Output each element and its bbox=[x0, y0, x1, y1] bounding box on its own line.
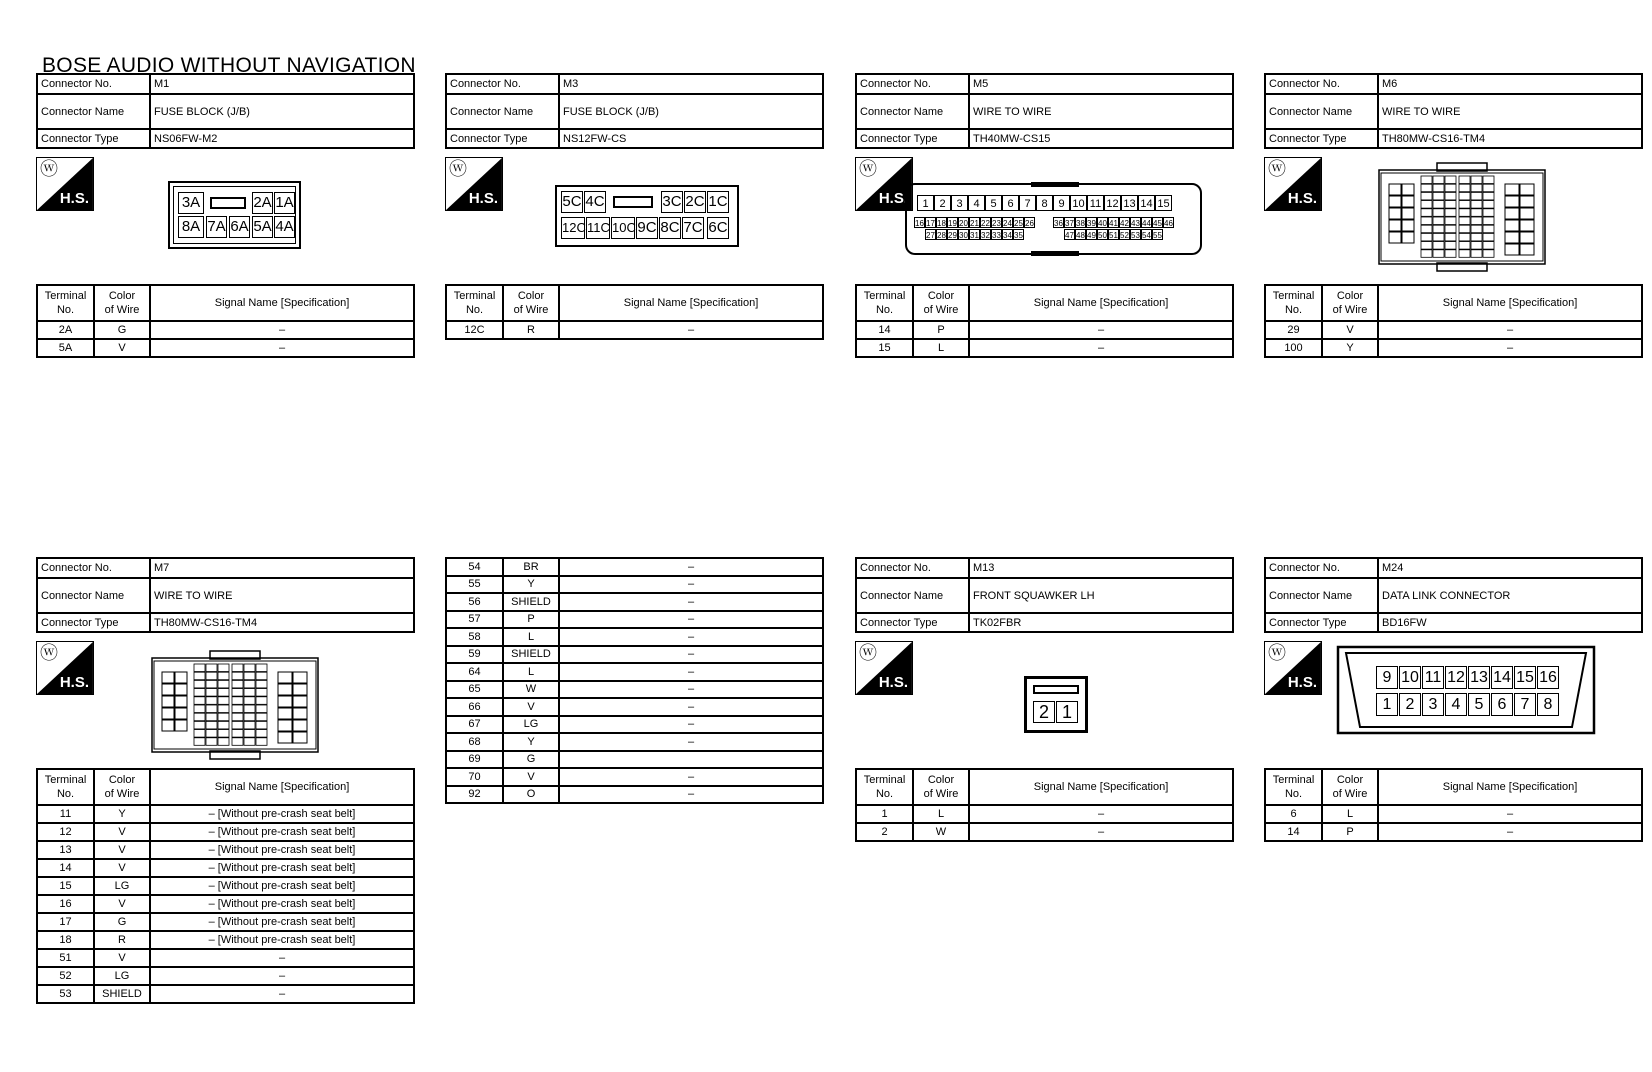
pin-1c: 1C bbox=[707, 191, 729, 213]
connector-type-label: Connector Type bbox=[446, 129, 559, 148]
pin-16: 16 bbox=[915, 219, 924, 228]
hand-icon: ⓦ bbox=[40, 643, 58, 663]
lock-tab bbox=[1033, 685, 1079, 694]
pin-46: 46 bbox=[1164, 219, 1173, 228]
connector-type-label: Connector Type bbox=[856, 129, 969, 148]
table-row: 18 R – [Without pre-crash seat belt] bbox=[37, 931, 414, 949]
hand-icon: ⓦ bbox=[859, 159, 877, 179]
table-row: 100 Y – bbox=[1265, 339, 1642, 357]
pin-44: 44 bbox=[1142, 219, 1151, 228]
terminal-table bbox=[855, 284, 1234, 358]
terminal-header: Terminal No. bbox=[37, 769, 94, 805]
table-row: 14 P – bbox=[1265, 823, 1642, 841]
connector-name-value: WIRE TO WIRE bbox=[969, 94, 1233, 129]
table-row: 70 V – bbox=[446, 768, 823, 786]
pin-8: 8 bbox=[1036, 195, 1053, 211]
pin-1a: 1A bbox=[274, 192, 295, 214]
connector-type-label: Connector Type bbox=[37, 129, 150, 148]
pin-8c: 8C bbox=[659, 217, 681, 239]
table-row: 15 LG – [Without pre-crash seat belt] bbox=[37, 877, 414, 895]
color-header: Color of Wire bbox=[503, 285, 559, 321]
table-row: 29 V – bbox=[1265, 321, 1642, 339]
connector-face-m3 bbox=[555, 185, 739, 247]
terminal-header: Terminal No. bbox=[1265, 285, 1322, 321]
connector-info-table bbox=[36, 557, 415, 633]
table-row: 2A G – bbox=[37, 321, 414, 339]
terminal-table bbox=[855, 768, 1234, 842]
hs-label: H.S. bbox=[878, 674, 908, 691]
table-row: 66 V – bbox=[446, 698, 823, 716]
signal-header: Signal Name [Specification] bbox=[150, 769, 414, 805]
signal-header: Signal Name [Specification] bbox=[969, 285, 1233, 321]
hs-label: H.S. bbox=[1287, 190, 1317, 207]
pin-13: 13 bbox=[1121, 195, 1138, 211]
connector-no-label: Connector No. bbox=[856, 74, 969, 94]
pin-5a: 5A bbox=[252, 216, 273, 238]
pin-50: 50 bbox=[1098, 231, 1107, 240]
pin-14: 14 bbox=[1138, 195, 1155, 211]
table-row: 55 Y – bbox=[446, 576, 823, 594]
terminal-header: Terminal No. bbox=[1265, 769, 1322, 805]
table-row: 12 V – [Without pre-crash seat belt] bbox=[37, 823, 414, 841]
connector-type-label: Connector Type bbox=[1265, 129, 1378, 148]
harness-side-icon bbox=[855, 641, 913, 695]
table-row: 51 V – bbox=[37, 949, 414, 967]
connector-type-value: BD16FW bbox=[1378, 613, 1642, 632]
connector-block-m7-continued bbox=[445, 557, 824, 804]
connector-name-value: FRONT SQUAWKER LH bbox=[969, 578, 1233, 613]
connector-type-label: Connector Type bbox=[37, 613, 150, 632]
table-row: 11 Y – [Without pre-crash seat belt] bbox=[37, 805, 414, 823]
pin-2: 2 bbox=[934, 195, 951, 211]
table-row: 57 P – bbox=[446, 611, 823, 629]
pin-9: 9 bbox=[1053, 195, 1070, 211]
connector-name-value: WIRE TO WIRE bbox=[150, 578, 414, 613]
connector-no-label: Connector No. bbox=[1265, 74, 1378, 94]
pin-1: 1 bbox=[1056, 701, 1078, 723]
pin-6a: 6A bbox=[229, 216, 250, 238]
pin-6: 6 bbox=[1002, 195, 1019, 211]
table-row: 16 V – [Without pre-crash seat belt] bbox=[37, 895, 414, 913]
table-row: 15 L – bbox=[856, 339, 1233, 357]
pin-11c: 11C bbox=[586, 217, 610, 239]
connector-type-value: TH40MW-CS15 bbox=[969, 129, 1233, 148]
connector-type-label: Connector Type bbox=[856, 613, 969, 632]
connector-no-label: Connector No. bbox=[856, 558, 969, 578]
pin-3a: 3A bbox=[178, 192, 204, 214]
connector-block-m13 bbox=[855, 557, 1234, 842]
pin-3: 3 bbox=[951, 195, 968, 211]
connector-face-m5 bbox=[905, 183, 1202, 255]
page-title: BOSE AUDIO WITHOUT NAVIGATION bbox=[42, 54, 416, 77]
pin-52: 52 bbox=[1120, 231, 1129, 240]
table-row: 12C R – bbox=[446, 321, 823, 339]
table-row: 67 LG – bbox=[446, 716, 823, 734]
connector-no-value: M13 bbox=[969, 558, 1233, 578]
connector-type-value: TH80MW-CS16-TM4 bbox=[150, 613, 414, 632]
pin-8a: 8A bbox=[178, 216, 204, 238]
pin-49: 49 bbox=[1087, 231, 1096, 240]
terminal-table bbox=[36, 284, 415, 358]
pin-15: 15 bbox=[1155, 195, 1172, 211]
pin-2: 2 bbox=[1399, 693, 1421, 716]
pin-3: 3 bbox=[1422, 693, 1444, 716]
connector-info-table bbox=[1264, 557, 1643, 633]
connector-type-value: NS06FW-M2 bbox=[150, 129, 414, 148]
pin-30: 30 bbox=[959, 231, 968, 240]
harness-side-icon bbox=[445, 157, 503, 211]
connector-face-m6 bbox=[1377, 162, 1547, 272]
pin-9: 9 bbox=[1376, 666, 1398, 689]
pin-35: 35 bbox=[1014, 231, 1023, 240]
connector-info-table bbox=[855, 557, 1234, 633]
hand-icon: ⓦ bbox=[1268, 643, 1286, 663]
pin-29: 29 bbox=[948, 231, 957, 240]
terminal-header: Terminal No. bbox=[856, 285, 913, 321]
pin-32: 32 bbox=[981, 231, 990, 240]
connector-name-label: Connector Name bbox=[1265, 578, 1378, 613]
hand-icon: ⓦ bbox=[1268, 159, 1286, 179]
connector-no-value: M5 bbox=[969, 74, 1233, 94]
pin-4c: 4C bbox=[584, 191, 606, 213]
pin-43: 43 bbox=[1131, 219, 1140, 228]
table-row: 14 P – bbox=[856, 321, 1233, 339]
pin-2a: 2A bbox=[252, 192, 273, 214]
connector-no-label: Connector No. bbox=[446, 74, 559, 94]
terminal-table-continued bbox=[445, 557, 824, 804]
harness-side-icon bbox=[36, 641, 94, 695]
pin-10c: 10C bbox=[611, 217, 635, 239]
table-row: 68 Y – bbox=[446, 733, 823, 751]
hs-label: H.S. bbox=[1287, 674, 1317, 691]
hs-label: H.S. bbox=[59, 674, 89, 691]
table-row: 59 SHIELD – bbox=[446, 646, 823, 664]
table-row: 6 L – bbox=[1265, 805, 1642, 823]
pin-41: 41 bbox=[1109, 219, 1118, 228]
connector-info-table bbox=[1264, 73, 1643, 149]
table-row: 58 L – bbox=[446, 628, 823, 646]
pin-18: 18 bbox=[937, 219, 946, 228]
terminal-header: Terminal No. bbox=[856, 769, 913, 805]
table-row: 65 W – bbox=[446, 681, 823, 699]
terminal-table bbox=[1264, 284, 1643, 358]
color-header: Color of Wire bbox=[1322, 285, 1378, 321]
terminal-header: Terminal No. bbox=[37, 285, 94, 321]
pin-2c: 2C bbox=[684, 191, 706, 213]
connector-face-m7 bbox=[150, 650, 320, 760]
color-header: Color of Wire bbox=[94, 285, 150, 321]
harness-side-icon bbox=[1264, 157, 1322, 211]
pin-2: 2 bbox=[1033, 701, 1055, 723]
pin-11: 11 bbox=[1087, 195, 1104, 211]
connector-no-value: M6 bbox=[1378, 74, 1642, 94]
pin-12: 12 bbox=[1445, 666, 1467, 689]
color-header: Color of Wire bbox=[1322, 769, 1378, 805]
connector-face-m13 bbox=[1024, 676, 1088, 733]
table-row: 92 O – bbox=[446, 786, 823, 804]
table-row: 13 V – [Without pre-crash seat belt] bbox=[37, 841, 414, 859]
connector-name-label: Connector Name bbox=[856, 578, 969, 613]
connector-info-table bbox=[36, 73, 415, 149]
pin-27: 27 bbox=[926, 231, 935, 240]
table-row: 69 G bbox=[446, 751, 823, 769]
signal-header: Signal Name [Specification] bbox=[150, 285, 414, 321]
pin-51: 51 bbox=[1109, 231, 1118, 240]
connector-block-m6 bbox=[1264, 73, 1643, 358]
connector-no-label: Connector No. bbox=[37, 74, 150, 94]
signal-header: Signal Name [Specification] bbox=[969, 769, 1233, 805]
pin-54: 54 bbox=[1142, 231, 1151, 240]
color-header: Color of Wire bbox=[94, 769, 150, 805]
pin-10: 10 bbox=[1070, 195, 1087, 211]
connector-no-label: Connector No. bbox=[1265, 558, 1378, 578]
pin-4: 4 bbox=[1445, 693, 1467, 716]
hand-icon: ⓦ bbox=[859, 643, 877, 663]
connector-no-value: M3 bbox=[559, 74, 823, 94]
connector-diagram bbox=[1264, 149, 1643, 284]
connector-name-label: Connector Name bbox=[37, 94, 150, 129]
pin-6c: 6C bbox=[707, 217, 729, 239]
pin-7: 7 bbox=[1019, 195, 1036, 211]
connector-block-m24 bbox=[1264, 557, 1643, 842]
pin-28: 28 bbox=[937, 231, 946, 240]
pin-14: 14 bbox=[1491, 666, 1513, 689]
pin-7a: 7A bbox=[206, 216, 227, 238]
connector-no-value: M24 bbox=[1378, 558, 1642, 578]
pin-6: 6 bbox=[1491, 693, 1513, 716]
harness-side-icon bbox=[1264, 641, 1322, 695]
pin-24: 24 bbox=[1003, 219, 1012, 228]
pin-45: 45 bbox=[1153, 219, 1162, 228]
connector-diagram bbox=[1264, 633, 1643, 768]
pin-4a: 4A bbox=[274, 216, 295, 238]
pin-31: 31 bbox=[970, 231, 979, 240]
pin-7: 7 bbox=[1514, 693, 1536, 716]
signal-header: Signal Name [Specification] bbox=[559, 285, 823, 321]
table-row: 17 G – [Without pre-crash seat belt] bbox=[37, 913, 414, 931]
harness-side-icon bbox=[36, 157, 94, 211]
connector-info-table bbox=[855, 73, 1234, 149]
pin-20: 20 bbox=[959, 219, 968, 228]
pin-12c: 12C bbox=[561, 217, 585, 239]
pin-36: 36 bbox=[1054, 219, 1063, 228]
connector-name-label: Connector Name bbox=[1265, 94, 1378, 129]
table-row: 2 W – bbox=[856, 823, 1233, 841]
pin-1: 1 bbox=[917, 195, 934, 211]
connector-type-value: NS12FW-CS bbox=[559, 129, 823, 148]
pin-22: 22 bbox=[981, 219, 990, 228]
pin-17: 17 bbox=[926, 219, 935, 228]
pin-8: 8 bbox=[1537, 693, 1559, 716]
pin-48: 48 bbox=[1076, 231, 1085, 240]
table-row: 1 L – bbox=[856, 805, 1233, 823]
hs-label: H.S. bbox=[878, 190, 908, 207]
pin-37: 37 bbox=[1065, 219, 1074, 228]
pin-33: 33 bbox=[992, 231, 1001, 240]
pin-23: 23 bbox=[992, 219, 1001, 228]
pin-21: 21 bbox=[970, 219, 979, 228]
connector-diagram bbox=[36, 149, 415, 284]
table-row: 5A V – bbox=[37, 339, 414, 357]
connector-name-label: Connector Name bbox=[856, 94, 969, 129]
connector-type-value: TK02FBR bbox=[969, 613, 1233, 632]
connector-info-table bbox=[445, 73, 824, 149]
pin-42: 42 bbox=[1120, 219, 1129, 228]
pin-55: 55 bbox=[1153, 231, 1162, 240]
pin-3c: 3C bbox=[661, 191, 683, 213]
table-row: 54 BR – bbox=[446, 558, 823, 576]
pin-47: 47 bbox=[1065, 231, 1074, 240]
pin-grid bbox=[1376, 666, 1566, 718]
pin-9c: 9C bbox=[636, 217, 658, 239]
pin-34: 34 bbox=[1003, 231, 1012, 240]
table-row: 64 L – bbox=[446, 663, 823, 681]
pin-5: 5 bbox=[1468, 693, 1490, 716]
connector-name-value: WIRE TO WIRE bbox=[1378, 94, 1642, 129]
pin-15: 15 bbox=[1514, 666, 1536, 689]
terminal-table bbox=[445, 284, 824, 340]
connector-no-label: Connector No. bbox=[37, 558, 150, 578]
table-row: 14 V – [Without pre-crash seat belt] bbox=[37, 859, 414, 877]
table-row: 53 SHIELD – bbox=[37, 985, 414, 1003]
pin-16: 16 bbox=[1537, 666, 1559, 689]
connector-name-value: FUSE BLOCK (J/B) bbox=[559, 94, 823, 129]
connector-diagram bbox=[445, 149, 824, 284]
table-row: 52 LG – bbox=[37, 967, 414, 985]
pin-11: 11 bbox=[1422, 666, 1444, 689]
connector-no-value: M1 bbox=[150, 74, 414, 94]
table-row: 56 SHIELD – bbox=[446, 593, 823, 611]
pin-25: 25 bbox=[1014, 219, 1023, 228]
hs-label: H.S. bbox=[468, 190, 498, 207]
signal-header: Signal Name [Specification] bbox=[1378, 285, 1642, 321]
pin-12: 12 bbox=[1104, 195, 1121, 211]
connector-block-m3 bbox=[445, 73, 824, 340]
pin-5: 5 bbox=[985, 195, 1002, 211]
connector-block-m1 bbox=[36, 73, 415, 358]
pin-39: 39 bbox=[1087, 219, 1096, 228]
pin-7c: 7C bbox=[682, 217, 704, 239]
hs-label: H.S. bbox=[59, 190, 89, 207]
color-header: Color of Wire bbox=[913, 285, 969, 321]
pin-13: 13 bbox=[1468, 666, 1490, 689]
terminal-header: Terminal No. bbox=[446, 285, 503, 321]
pin-38: 38 bbox=[1076, 219, 1085, 228]
connector-face-m1 bbox=[168, 181, 301, 249]
pin-53: 53 bbox=[1131, 231, 1140, 240]
pin-40: 40 bbox=[1098, 219, 1107, 228]
hand-icon: ⓦ bbox=[40, 159, 58, 179]
lock-tab bbox=[210, 197, 246, 209]
connector-block-m7 bbox=[36, 557, 415, 1004]
connector-block-m5 bbox=[855, 73, 1234, 358]
pin-26: 26 bbox=[1025, 219, 1034, 228]
pin-1: 1 bbox=[1376, 693, 1398, 716]
connector-name-value: DATA LINK CONNECTOR bbox=[1378, 578, 1642, 613]
hand-icon: ⓦ bbox=[449, 159, 467, 179]
signal-header: Signal Name [Specification] bbox=[1378, 769, 1642, 805]
pin-19: 19 bbox=[948, 219, 957, 228]
terminal-table bbox=[36, 768, 415, 1004]
connector-diagram bbox=[36, 633, 415, 768]
connector-name-label: Connector Name bbox=[37, 578, 150, 613]
connector-no-value: M7 bbox=[150, 558, 414, 578]
pin-5c: 5C bbox=[561, 191, 583, 213]
connector-type-label: Connector Type bbox=[1265, 613, 1378, 632]
connector-name-label: Connector Name bbox=[446, 94, 559, 129]
lock-tab bbox=[613, 196, 653, 208]
connector-diagram bbox=[855, 149, 1234, 284]
terminal-table bbox=[1264, 768, 1643, 842]
pin-10: 10 bbox=[1399, 666, 1421, 689]
connector-name-value: FUSE BLOCK (J/B) bbox=[150, 94, 414, 129]
color-header: Color of Wire bbox=[913, 769, 969, 805]
pin-4: 4 bbox=[968, 195, 985, 211]
connector-type-value: TH80MW-CS16-TM4 bbox=[1378, 129, 1642, 148]
connector-diagram bbox=[855, 633, 1234, 768]
